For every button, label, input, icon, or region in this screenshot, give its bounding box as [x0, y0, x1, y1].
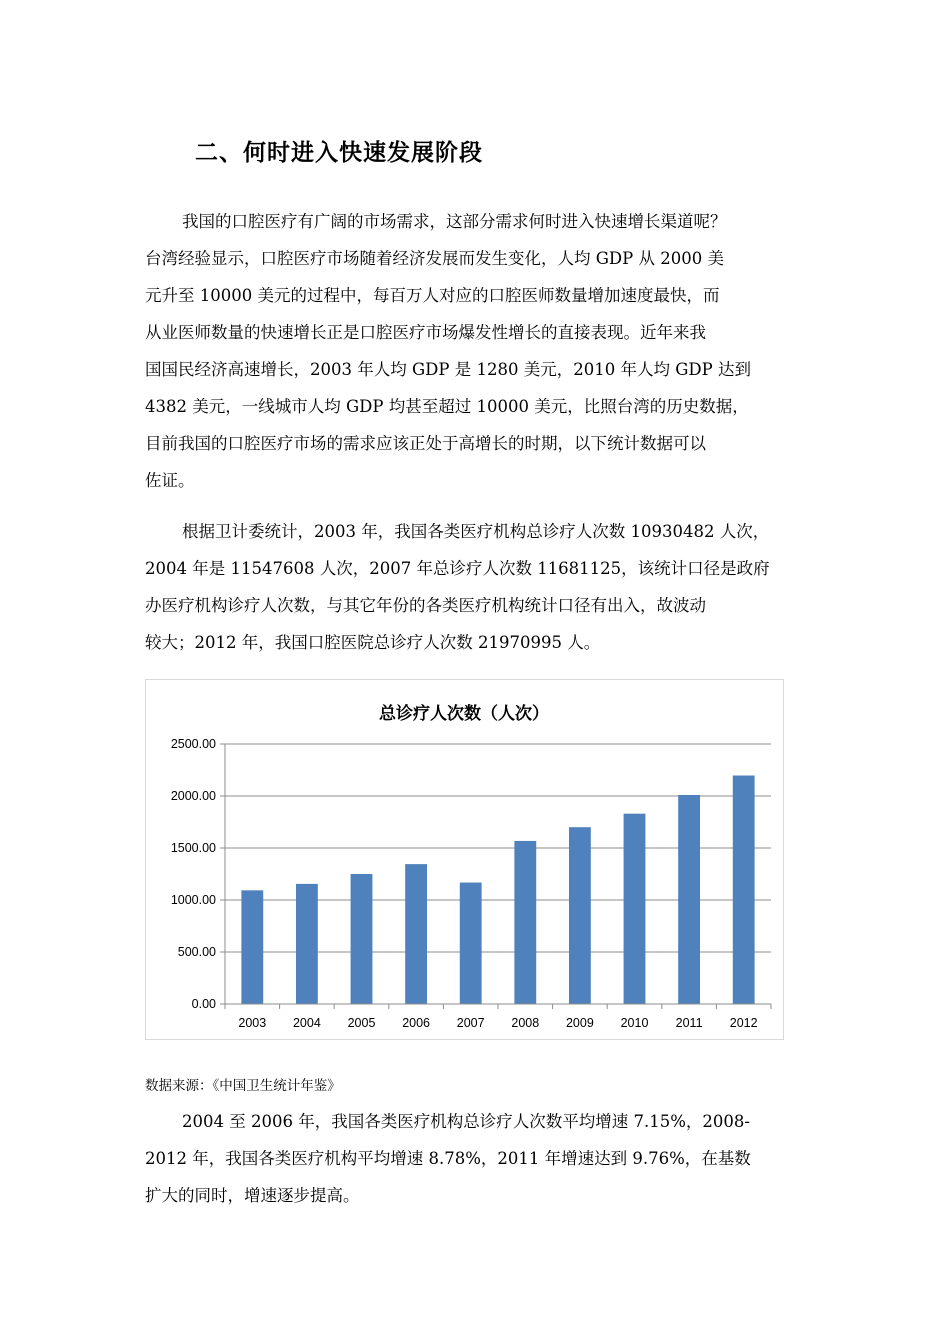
x-tick-label: 2006 [402, 1016, 431, 1030]
paragraph-line: 从业医师数量的快速增长正是口腔医疗市场爆发性增长的直接表现。近年来我 [145, 323, 706, 342]
bar-2007 [460, 883, 482, 1004]
x-tick-label: 2009 [565, 1016, 594, 1030]
bar-2012 [733, 776, 755, 1004]
paragraph-line: 较大；2012 年，我国口腔医院总诊疗人次数 21970995 人。 [145, 633, 601, 652]
paragraph-3 [145, 1103, 810, 1214]
x-tick-label: 2011 [675, 1016, 703, 1030]
paragraph-line: 元升至 10000 美元的过程中，每百万人对应的口腔医师数量增加速度最快，而 [145, 286, 720, 305]
x-tick-label: 2012 [729, 1016, 758, 1030]
paragraph-line: 扩大的同时，增速逐步提高。 [145, 1186, 360, 1205]
bar-2006 [405, 864, 427, 1004]
y-tick-label: 2000.00 [170, 789, 216, 803]
chart-title: 总诊疗人次数（人次） [379, 704, 549, 724]
y-tick-label: 1000.00 [170, 893, 216, 907]
section-heading: 二、何时进入快速发展阶段 [195, 140, 483, 166]
paragraph-line: 台湾经验显示，口腔医疗市场随着经济发展而发生变化，人均 GDP 从 2000 美 [145, 249, 724, 268]
paragraph-1 [145, 203, 810, 499]
bar-2005 [351, 874, 373, 1004]
paragraph-line: 2012 年，我国各类医疗机构平均增速 8.78%，2011 年增速达到 9.76%，在基数 [145, 1149, 751, 1168]
x-tick-label: 2003 [238, 1016, 267, 1030]
x-tick-label: 2007 [456, 1016, 485, 1030]
x-tick-label: 2010 [620, 1016, 649, 1030]
y-tick-label: 2500.00 [170, 737, 216, 751]
paragraph-line: 我国的口腔医疗有广阔的市场需求，这部分需求何时进入快速增长渠道呢？ [182, 212, 727, 231]
paragraph-line: 2004 至 2006 年，我国各类医疗机构总诊疗人次数平均增速 7.15%，2008- [182, 1112, 750, 1131]
x-tick-label: 2004 [292, 1016, 321, 1030]
chart-canvas [146, 680, 783, 1039]
paragraph-line: 佐证。 [145, 471, 195, 490]
y-tick-label: 500.00 [177, 945, 216, 959]
bar-2009 [569, 827, 591, 1004]
bar-2008 [514, 841, 536, 1004]
paragraph-line: 国国民经济高速增长，2003 年人均 GDP 是 1280 美元，2010 年人均 GDP 达到 [145, 360, 751, 379]
paragraph-line: 办医疗机构诊疗人次数，与其它年份的各类医疗机构统计口径有出入，故波动 [145, 596, 706, 615]
x-tick-label: 2005 [347, 1016, 376, 1030]
paragraph-line: 根据卫计委统计，2003 年，我国各类医疗机构总诊疗人次数 10930482 人次， [182, 522, 770, 541]
bar-2004 [296, 884, 318, 1004]
data-source-note: 数据来源：《中国卫生统计年鉴》 [145, 1078, 341, 1094]
visits-bar-chart [145, 679, 784, 1040]
paragraph-line: 目前我国的口腔医疗市场的需求应该正处于高增长的时期，以下统计数据可以 [145, 434, 706, 453]
paragraph-line: 2004 年是 11547608 人次，2007 年总诊疗人次数 11681125，该统计口径是政府 [145, 559, 770, 578]
paragraph-line: 4382 美元，一线城市人均 GDP 均甚至超过 10000 美元，比照台湾的历史数据， [145, 397, 749, 416]
y-tick-label: 0.00 [191, 997, 216, 1011]
bar-2010 [624, 814, 646, 1004]
paragraph-2 [145, 513, 810, 661]
bar-2003 [241, 890, 263, 1004]
x-tick-label: 2008 [511, 1016, 540, 1030]
y-tick-label: 1500.00 [170, 841, 216, 855]
bar-2011 [678, 795, 700, 1004]
